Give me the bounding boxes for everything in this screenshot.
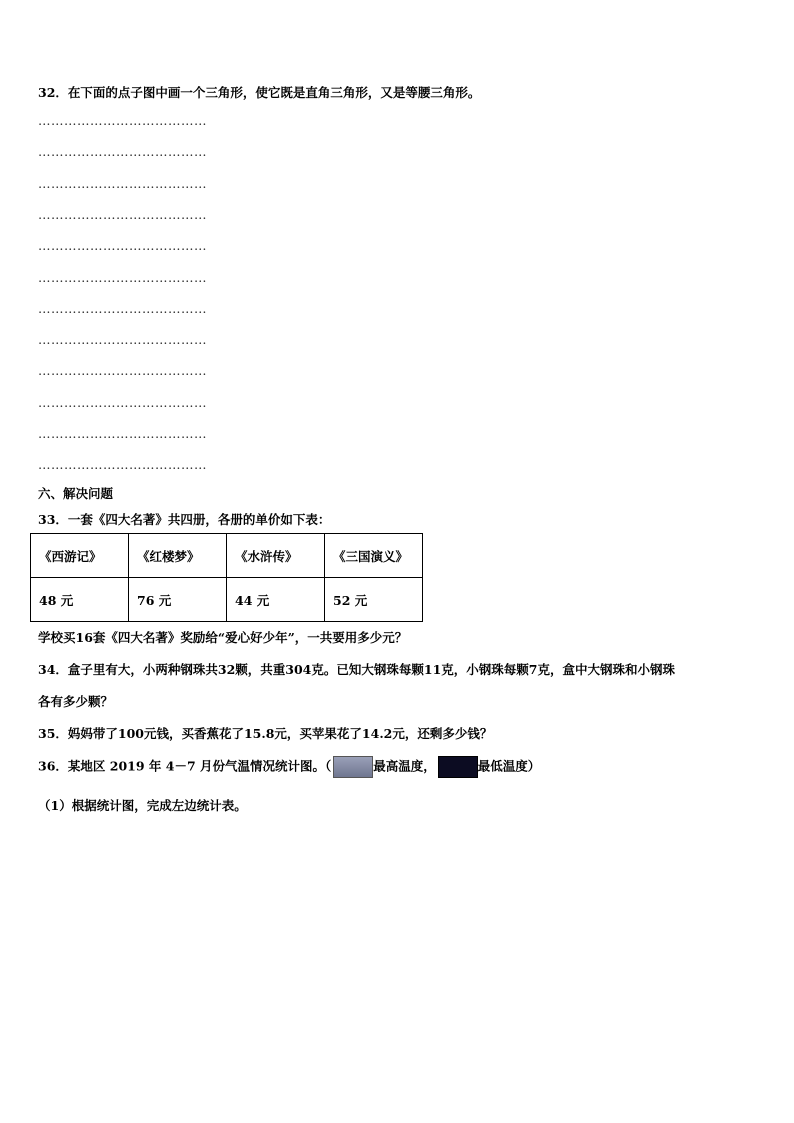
dot-row: ………………………………… — [38, 300, 207, 316]
dot-row: ………………………………… — [38, 426, 207, 441]
question-36 — [38, 756, 540, 778]
question-35: 35．妈妈带了100元钱，买香蕉花了15.8元，买苹果花了14.2元，还剩多少钱？ — [38, 726, 493, 741]
dot-row: ………………………………… — [38, 238, 207, 254]
table-header-cell: 《水浒传》 — [227, 534, 325, 578]
dot-row: ………………………………… — [38, 144, 207, 160]
dot-row: ………………………………… — [38, 332, 207, 348]
question-33: 33．一套《四大名著》共四册，各册的单价如下表： — [38, 512, 331, 527]
legend-low-label: 最低温度） — [477, 758, 541, 774]
table-cell: 52 元 — [325, 578, 423, 622]
question-36-sub1: （1）根据统计图，完成左边统计表。 — [38, 798, 247, 813]
dot-row: ………………………………… — [38, 206, 207, 222]
table-row — [31, 534, 423, 578]
legend-high-label: 最高温度， — [373, 758, 436, 774]
table-cell: 48 元 — [31, 578, 129, 622]
table-header-cell: 《三国演义》 — [325, 534, 423, 578]
price-table — [30, 533, 423, 622]
legend-low-swatch — [438, 756, 478, 778]
dot-row: ………………………………… — [38, 175, 207, 191]
dot-row: ………………………………… — [38, 269, 207, 285]
question-34-line2: 各有多少颗？ — [38, 694, 114, 709]
question-36-prefix: 36．某地区 2019 年 4－7 月份气温情况统计图。（ — [38, 758, 332, 774]
table-header-cell: 《红楼梦》 — [129, 534, 227, 578]
dot-row: ………………………………… — [38, 394, 207, 410]
dot-row: ………………………………… — [38, 457, 207, 473]
table-cell: 76 元 — [129, 578, 227, 622]
section-heading: 六、解决问题 — [38, 486, 114, 501]
dot-row: ………………………………… — [38, 363, 207, 379]
table-cell: 44 元 — [227, 578, 325, 622]
question-32: 32．在下面的点子图中画一个三角形，使它既是直角三角形，又是等腰三角形。 — [38, 85, 481, 100]
table-header-cell: 《西游记》 — [31, 534, 129, 578]
legend-high-swatch — [333, 756, 373, 778]
question-34-line1: 34．盒子里有大，小两种钢珠共32颗，共重304克。已知大钢珠每颗11克，小钢珠每颗7克，盒中大钢珠和小钢珠 — [38, 662, 675, 677]
table-row — [31, 578, 423, 622]
question-33-ask: 学校买16套《四大名著》奖励给“爱心好少年”，一共要用多少元？ — [38, 630, 408, 645]
dot-row: ………………………………… — [38, 113, 207, 128]
